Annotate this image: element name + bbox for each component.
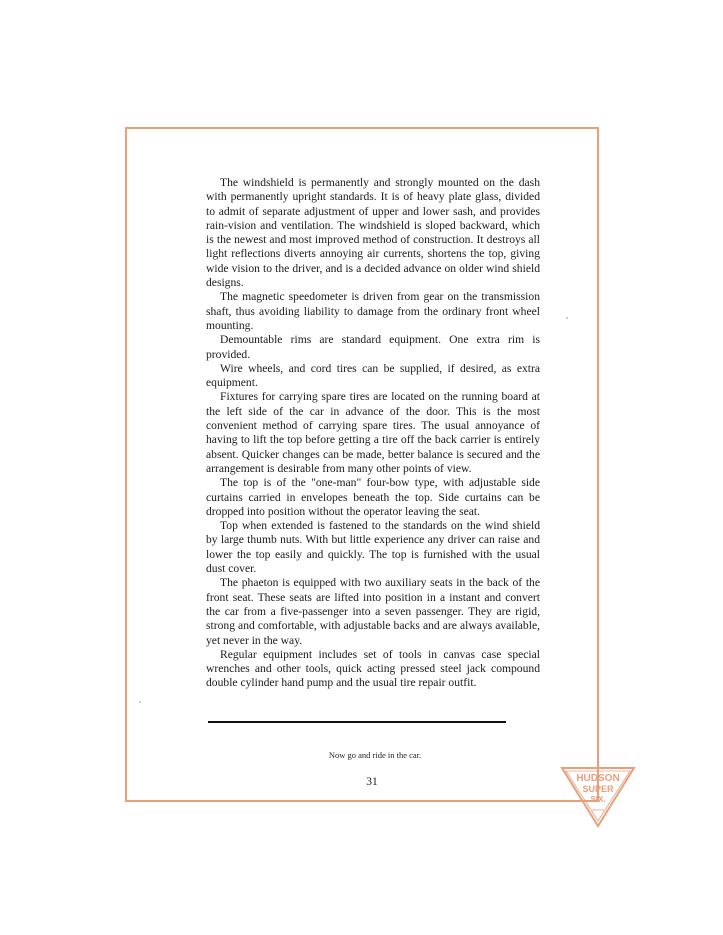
hudson-triangle-emblem-icon [560, 766, 636, 828]
paper-speck [566, 317, 568, 319]
paragraph-speedometer: The magnetic speedometer is driven from gear on the transmission shaft, thus avoiding liability to damage from the ordinary front wheel mounting. [206, 290, 540, 332]
paragraph-wire-wheels: Wire wheels, and cord tires can be supplied, if desired, as extra equipment. [206, 361, 540, 390]
hudson-super-six-logo [560, 766, 636, 828]
closing-line: Now go and ride in the car. [328, 750, 422, 760]
logo-line-3: SIX. [590, 795, 606, 804]
paragraph-top-extended: Top when extended is fastened to the standards on the wind shield by large thumb nuts. With but little experience any driver can raise and lower the top easily and quickly. The top is furnished with the usual dust cover. [206, 519, 540, 576]
horizontal-rule [208, 721, 506, 723]
logo-line-1: HUDSON [576, 773, 620, 784]
paragraph-windshield: The windshield is permanently and strongly mounted on the dash with permanently upright standards. It is of heavy plate glass, divided to admit of separate adjustment of upper and lower sash, and provides rain-vision and ventilation. The windshield is sloped backward, which is the newest and most improved method of construction. It destroys all light reflections diverts annoying air currents, shortens the top, giving wide vision to the driver, and is a decided advance on older wind shield designs. [206, 176, 540, 290]
paragraph-spare-tires: Fixtures for carrying spare tires are located on the running board at the left side of the car in advance of the door. This is the most convenient method of carrying spare tires. The usual annoyance of having to lift the top before getting a tire off the back carrier is entirely absent. Quicker changes can be made, better balance is secured and the arrangement is desirable from many other points of view. [206, 390, 540, 475]
body-text [206, 176, 540, 691]
paper-speck [139, 701, 141, 703]
paragraph-top: The top is of the "one-man" four-bow type, with adjustable side curtains carried in envelopes beneath the top. Side curtains can be dropped into position without the operator leaving the seat. [206, 476, 540, 518]
paragraph-phaeton: The phaeton is equipped with two auxiliary seats in the back of the front seat. These seats are lifted into position in a instant and convert the car from a five-passenger into a seven passenger. They are rigid, strong and comfortable, with adjustable backs and are always available, yet never in the way. [206, 576, 540, 647]
logo-line-2: SUPER [582, 784, 614, 794]
paragraph-equipment: Regular equipment includes set of tools in canvas case special wrenches and other tools, quick acting pressed steel jack compound double cylinder hand pump and the usual tire repair outfit. [206, 647, 540, 690]
paragraph-rims: Demountable rims are standard equipment. One extra rim is provided. [206, 333, 540, 361]
page-number: 31 [366, 776, 378, 788]
